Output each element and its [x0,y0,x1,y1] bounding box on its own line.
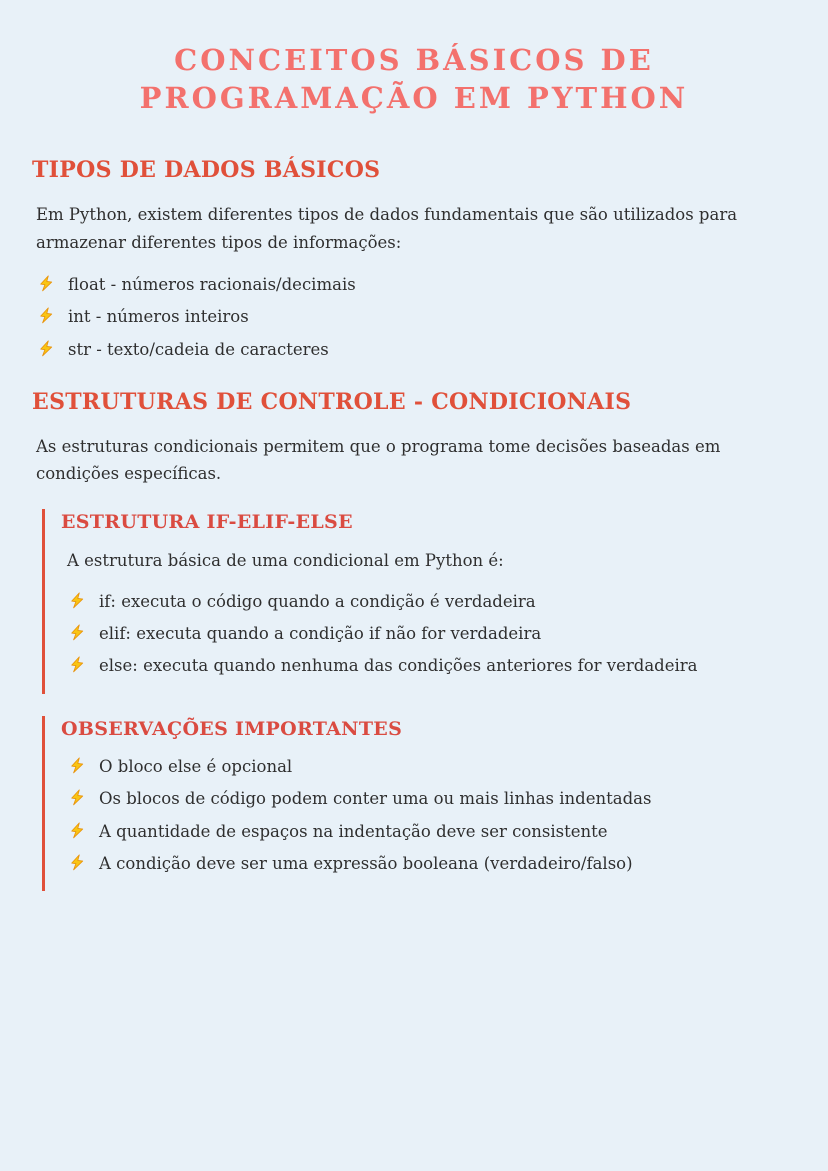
page-title: CONCEITOS BÁSICOS DE PROGRAMAÇÃO EM PYTHON [139,43,689,115]
list-item-text: if: executa o código quando a condição é verdadeira [99,591,536,611]
list-item-text: Os blocos de código podem conter uma ou mais linhas indentadas [99,789,652,809]
subsection-observacoes-importantes [42,716,796,892]
lightning-bolt-icon [68,853,87,872]
list-item [38,272,796,298]
lightning-bolt-icon [68,623,87,642]
list-item [69,786,796,812]
subsection-heading: OBSERVAÇÕES IMPORTANTES [61,717,403,740]
list-item [38,304,796,330]
bullet-list [38,272,796,363]
section-estruturas-de-controle [32,389,796,891]
lightning-bolt-icon [37,306,56,325]
section-paragraph: As estruturas condicionais permitem que o programa tome decisões baseadas em condições específicas. [36,436,721,484]
subsection-paragraph: A estrutura básica de uma condicional em Python é: [67,551,504,571]
list-item-text: else: executa quando nenhuma das condições anteriores for verdadeira [99,656,698,676]
list-item-text: A quantidade de espaços na indentação deve ser consistente [99,821,608,841]
list-item-text: A condição deve ser uma expressão booleana (verdadeiro/falso) [99,853,633,873]
bullet-list [69,754,796,878]
bullet-list [69,589,796,680]
list-item-text: int - números inteiros [68,307,249,327]
list-item [69,819,796,845]
list-item-text: O bloco else é opcional [99,756,293,776]
list-item-text: float - números racionais/decimais [68,274,356,294]
lightning-bolt-icon [68,756,87,775]
list-item [69,621,796,647]
lightning-bolt-icon [68,655,87,674]
lightning-bolt-icon [68,820,87,839]
lightning-bolt-icon [68,788,87,807]
list-item [69,754,796,780]
list-item [69,653,796,679]
subsection-heading: ESTRUTURA IF-ELIF-ELSE [61,511,353,534]
list-item [69,851,796,877]
list-item-text: str - texto/cadeia de caracteres [68,339,329,359]
lightning-bolt-icon [37,274,56,293]
section-tipos-de-dados [32,157,796,363]
lightning-bolt-icon [68,591,87,610]
subsection-if-elif-else [42,509,796,693]
list-item [38,337,796,363]
section-heading: ESTRUTURAS DE CONTROLE - CONDICIONAIS [32,388,632,415]
section-paragraph: Em Python, existem diferentes tipos de dados fundamentais que são utilizados para armazenar diferentes tipos de informações: [36,205,738,252]
list-item [69,589,796,615]
list-item-text: elif: executa quando a condição if não for verdadeira [99,624,542,644]
lightning-bolt-icon [37,338,56,357]
section-heading: TIPOS DE DADOS BÁSICOS [32,157,381,184]
